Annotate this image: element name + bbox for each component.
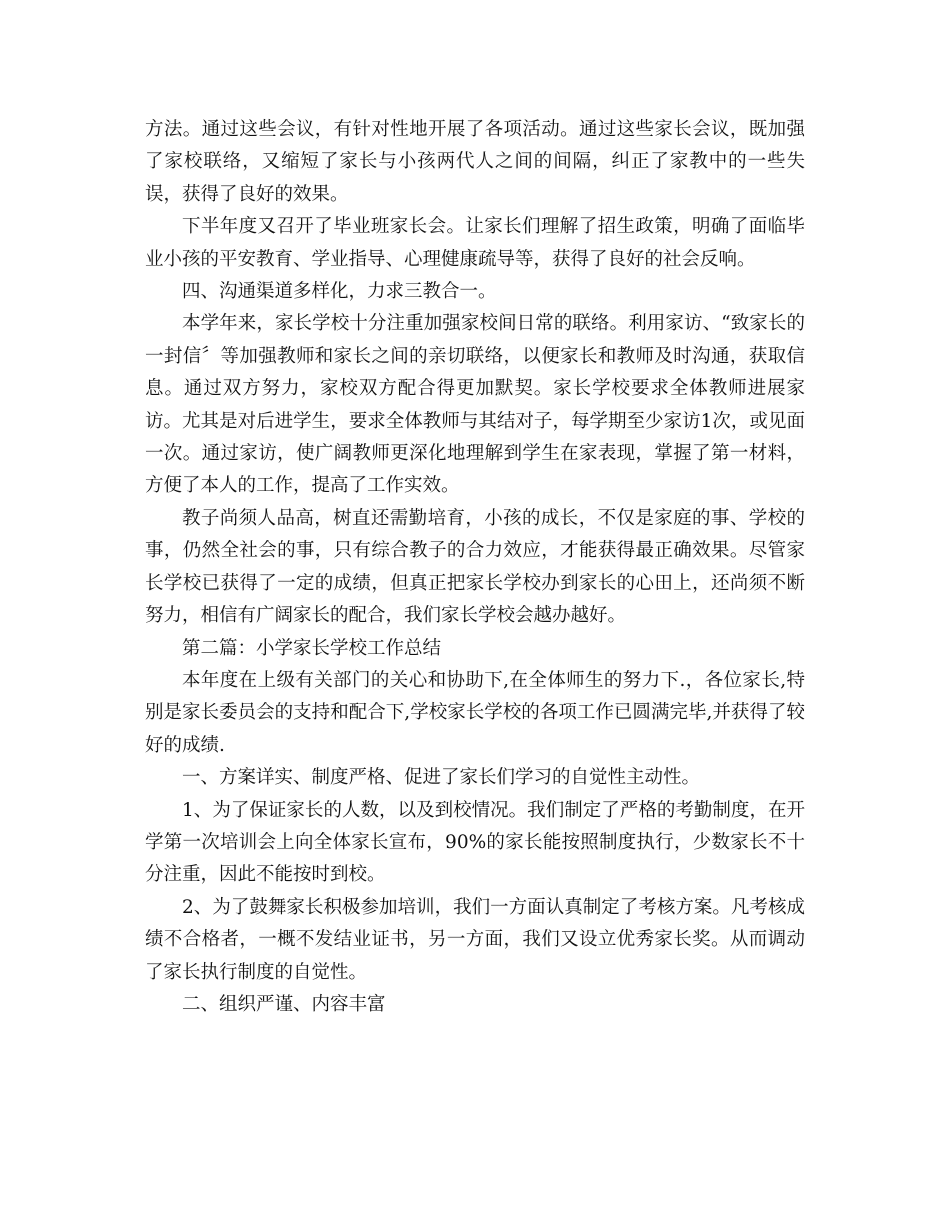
- paragraph-intro: 本年度在上级有关部门的关心和协助下,在全体师生的努力下.，各位家长,特别是家长委员会的支持和配合下,学校家长学校的各项工作已圆满完毕,并获得了较好的成绩.: [145, 669, 805, 756]
- list-item-encouragement: 2、为了鼓舞家长积极参加培训，我们一方面认真制定了考核方案。凡考核成绩不合格者，一概不发结业证书，另一方面，我们又设立优秀家长奖。从而调动了家长执行制度的自觉性。: [145, 896, 805, 983]
- paragraph-continuation: 方法。通过这些会议，有针对性地开展了各项活动。通过这些家长会议，既加强了家校联络，又缩短了家长与小孩两代人之间的间隔，纠正了家教中的一些失误，获得了良好的效果。: [145, 119, 805, 205]
- document-body: [145, 114, 805, 1021]
- paragraph-conclusion: 教子尚须人品高，树直还需勤培育，小孩的成长，不仅是家庭的事、学校的事，仍然全社会的事，只有综合教子的合力效应，才能获得最正确效果。尽管家长学校已获得了一定的成绩，但真正把家长学校办到家长的心田上，还尚须不断努力，相信有广阔家长的配合，我们家长学校会越办越好。: [145, 507, 805, 627]
- paragraph-graduation-meeting: 下半年度又召开了毕业班家长会。让家长们理解了招生政策，明确了面临毕业小孩的平安教育、学业指导、心理健康疏导等，获得了良好的社会反响。: [145, 216, 805, 270]
- paragraph-home-visits: 本学年来，家长学校十分注重加强家校间日常的联络。利用家访、“致家长的一封信〞等加强教师和家长之间的亲切联络，以便家长和教师及时沟通，获取信息。通过双方努力，家校双方配合得更加默契。家长学校要求全体教师进展家访。尤其是对后进学生，要求全体教师与其结对子，每学期至少家访1次，或见面一次。通过家访，使广阔教师更深化地理解到学生在家表现，掌握了第一材料，方便了本人的工作，提高了工作实效。: [145, 313, 805, 497]
- section-heading-organization: 二、组织严谨、内容丰富: [182, 993, 386, 1015]
- article-title-second: 第二篇：小学家长学校工作总结: [182, 637, 442, 659]
- section-heading-communication: 四、沟通渠道多样化，力求三教合一。: [182, 281, 497, 303]
- list-item-attendance: 1、为了保证家长的人数，以及到校情况。我们制定了严格的考勤制度，在开学第一次培训会上向全体家长宣布，90%的家长能按照制度执行，少数家长不十分注重，因此不能按时到校。: [145, 799, 805, 886]
- section-heading-plan: 一、方案详实、制度严格、促进了家长们学习的自觉性主动性。: [182, 767, 701, 789]
